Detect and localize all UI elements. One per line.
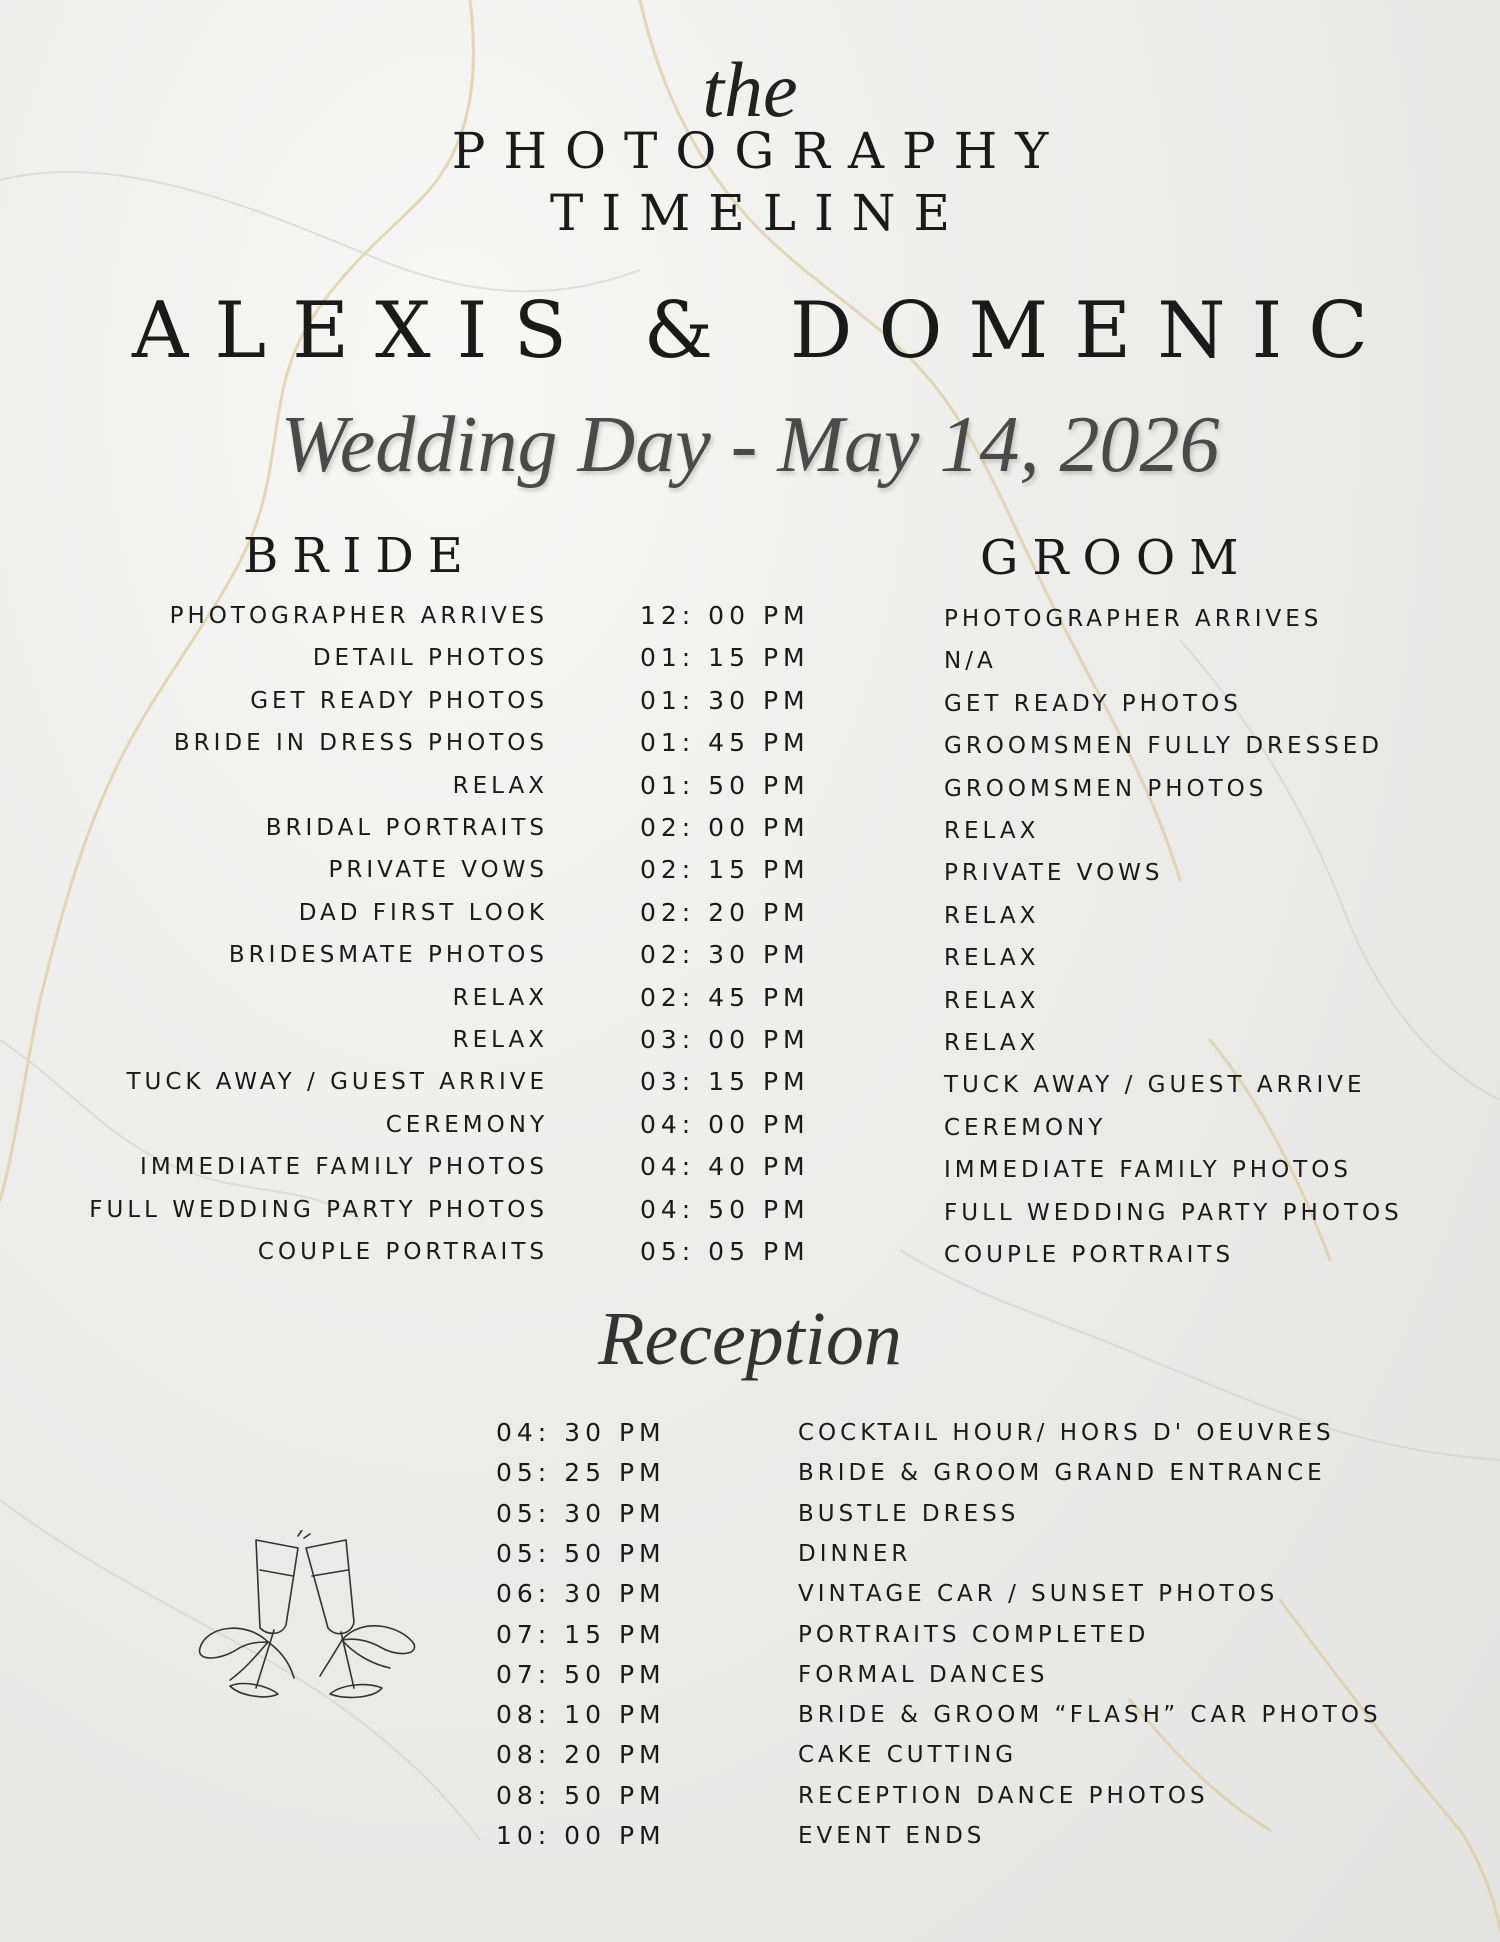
reception-event: PORTRAITS COMPLETED — [798, 1622, 1150, 1648]
schedule-time: 02: 45 PM — [640, 983, 810, 1012]
couple-names: ALEXIS & DOMENIC — [132, 286, 1394, 376]
bride-activity: DETAIL PHOTOS — [312, 645, 548, 671]
schedule-time: 03: 15 PM — [640, 1067, 810, 1096]
schedule-time: 04: 50 PM — [640, 1195, 810, 1224]
schedule-time: 01: 15 PM — [640, 643, 810, 672]
reception-event: FORMAL DANCES — [798, 1662, 1049, 1688]
groom-activity: CEREMONY — [944, 1115, 1107, 1141]
reception-time: 08: 10 PM — [496, 1700, 666, 1729]
reception-time: 10: 00 PM — [496, 1821, 666, 1850]
title-timeline: TIMELINE — [550, 184, 968, 242]
bride-activity: BRIDESMATE PHOTOS — [228, 942, 548, 968]
bride-activity: PHOTOGRAPHER ARRIVES — [169, 603, 548, 629]
schedule-time: 03: 00 PM — [640, 1025, 810, 1054]
groom-activity: RELAX — [944, 1030, 1040, 1056]
groom-activity: COUPLE PORTRAITS — [944, 1242, 1235, 1268]
reception-event: BUSTLE DRESS — [798, 1501, 1020, 1527]
schedule-time: 05: 05 PM — [640, 1237, 810, 1266]
schedule-time: 12: 00 PM — [640, 601, 810, 630]
bride-activity: TUCK AWAY / GUEST ARRIVE — [126, 1069, 548, 1095]
schedule-time: 02: 30 PM — [640, 940, 810, 969]
schedule-time: 02: 00 PM — [640, 813, 810, 842]
reception-event: RECEPTION DANCE PHOTOS — [798, 1783, 1209, 1809]
schedule-time: 01: 45 PM — [640, 728, 810, 757]
bride-activity: COUPLE PORTRAITS — [257, 1239, 548, 1265]
bride-activity: IMMEDIATE FAMILY PHOTOS — [140, 1154, 548, 1180]
bride-activity: RELAX — [452, 985, 548, 1011]
schedule-time: 04: 40 PM — [640, 1152, 810, 1181]
groom-activity: RELAX — [944, 818, 1040, 844]
reception-heading: Reception — [598, 1297, 902, 1381]
groom-activity: PHOTOGRAPHER ARRIVES — [944, 606, 1323, 632]
reception-event: DINNER — [798, 1541, 912, 1567]
bride-activity: CEREMONY — [385, 1112, 548, 1138]
bride-activity: BRIDE IN DRESS PHOTOS — [173, 730, 548, 756]
groom-column-heading: GROOM — [980, 530, 1253, 586]
bride-column-heading: BRIDE — [243, 528, 477, 584]
groom-activity: TUCK AWAY / GUEST ARRIVE — [944, 1072, 1366, 1098]
title-photography: PHOTOGRAPHY — [451, 122, 1067, 180]
groom-activity: GET READY PHOTOS — [944, 691, 1242, 717]
reception-event: EVENT ENDS — [798, 1823, 986, 1849]
reception-time: 05: 30 PM — [496, 1499, 666, 1528]
groom-activity: N/A — [944, 648, 997, 674]
reception-time: 08: 20 PM — [496, 1740, 666, 1769]
reception-event: VINTAGE CAR / SUNSET PHOTOS — [798, 1581, 1279, 1607]
reception-event: COCKTAIL HOUR/ HORS D' OEUVRES — [798, 1420, 1335, 1446]
groom-activity: RELAX — [944, 988, 1040, 1014]
reception-event: BRIDE & GROOM “FLASH” CAR PHOTOS — [798, 1702, 1382, 1728]
title-script-the: the — [702, 46, 798, 133]
reception-time: 07: 15 PM — [496, 1620, 666, 1649]
reception-time: 05: 50 PM — [496, 1539, 666, 1568]
reception-time: 04: 30 PM — [496, 1418, 666, 1447]
groom-activity: GROOMSMEN PHOTOS — [944, 776, 1268, 802]
groom-activity: RELAX — [944, 945, 1040, 971]
groom-activity: IMMEDIATE FAMILY PHOTOS — [944, 1157, 1352, 1183]
schedule-time: 04: 00 PM — [640, 1110, 810, 1139]
bride-activity: DAD FIRST LOOK — [298, 900, 548, 926]
groom-activity: FULL WEDDING PARTY PHOTOS — [944, 1200, 1403, 1226]
reception-time: 06: 30 PM — [496, 1579, 666, 1608]
schedule-time: 01: 50 PM — [640, 771, 810, 800]
wedding-date-subtitle: Wedding Day - May 14, 2026 — [280, 401, 1220, 489]
reception-event: BRIDE & GROOM GRAND ENTRANCE — [798, 1460, 1326, 1486]
reception-time: 05: 25 PM — [496, 1458, 666, 1487]
groom-activity: GROOMSMEN FULLY DRESSED — [944, 733, 1384, 759]
champagne-glasses-icon — [186, 1530, 426, 1710]
bride-activity: RELAX — [452, 773, 548, 799]
groom-activity: PRIVATE VOWS — [944, 860, 1164, 886]
bride-activity: PRIVATE VOWS — [328, 857, 548, 883]
reception-time: 08: 50 PM — [496, 1781, 666, 1810]
bride-activity: FULL WEDDING PARTY PHOTOS — [89, 1197, 548, 1223]
bride-activity: BRIDAL PORTRAITS — [265, 815, 548, 841]
groom-activity: RELAX — [944, 903, 1040, 929]
schedule-time: 01: 30 PM — [640, 686, 810, 715]
bride-activity: GET READY PHOTOS — [250, 688, 548, 714]
reception-event: CAKE CUTTING — [798, 1742, 1018, 1768]
bride-activity: RELAX — [452, 1027, 548, 1053]
schedule-time: 02: 15 PM — [640, 855, 810, 884]
schedule-time: 02: 20 PM — [640, 898, 810, 927]
reception-time: 07: 50 PM — [496, 1660, 666, 1689]
